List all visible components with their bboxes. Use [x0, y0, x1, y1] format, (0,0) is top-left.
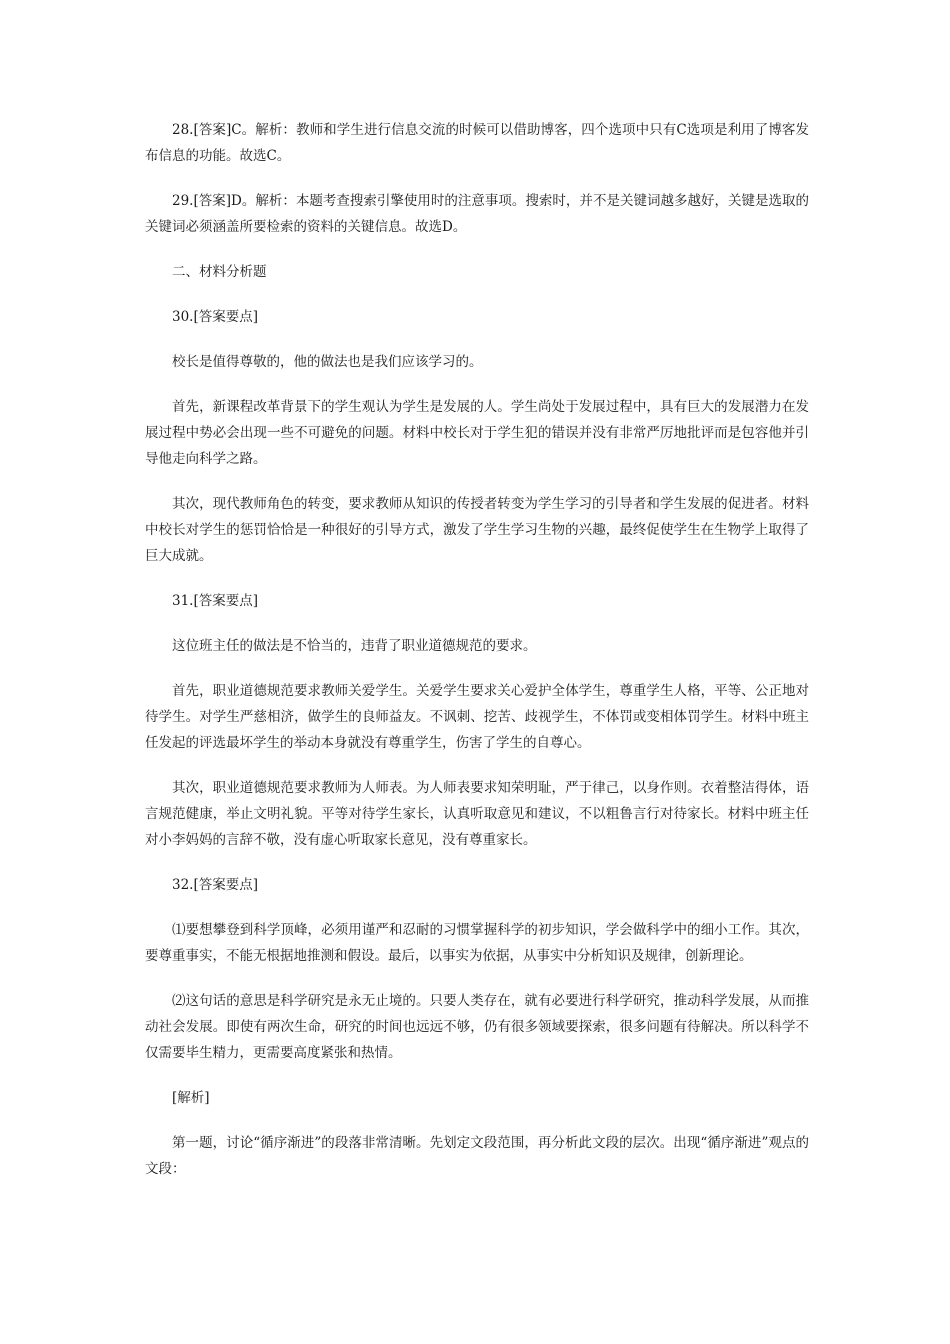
- answer-31-heading: 31.[答案要点]: [172, 593, 259, 609]
- answer-30-heading: 30.[答案要点]: [172, 309, 259, 325]
- document-page: [145, 117, 809, 1201]
- answer-30-point-1: 首先，新课程改革背景下的学生观认为学生是发展的人。学生尚处于发展过程中，具有巨大的发展潜力在发展过程中势必会出现一些不可避免的问题。材料中校长对于学生犯的错误并没有非常严厉地批评而是包容他并引导他走向科学之路。: [145, 399, 809, 467]
- analysis-paragraph: 第一题，讨论“循序渐进”的段落非常清晰。先划定文段范围，再分析此文段的层次。出现“循序渐进”观点的文段：: [145, 1135, 809, 1177]
- answer-31-point-2: 其次，职业道德规范要求教师为人师表。为人师表要求知荣明耻，严于律己，以身作则。衣着整洁得体，语言规范健康，举止文明礼貌。平等对待学生家长，认真听取意见和建议，不以粗鲁言行对待家长。材料中班主任对小李妈妈的言辞不敬，没有虚心听取家长意见，没有尊重家长。: [145, 780, 809, 848]
- answer-31-point-1: 首先，职业道德规范要求教师关爱学生。关爱学生要求关心爱护全体学生，尊重学生人格，平等、公正地对待学生。对学生严慈相济，做学生的良师益友。不讽刺、挖苦、歧视学生，不体罚或变相体罚学生。材料中班主任发起的评选最坏学生的举动本身就没有尊重学生，伤害了学生的自尊心。: [145, 683, 809, 751]
- answer-32-part-1: ⑴要想攀登到科学顶峰，必须用谨严和忍耐的习惯掌握科学的初步知识，学会做科学中的细小工作。其次，要尊重事实，不能无根据地推测和假设。最后，以事实为依据，从事实中分析知识及规律，创新理论。: [145, 922, 809, 964]
- answer-31-thesis: 这位班主任的做法是不恰当的，违背了职业道德规范的要求。: [172, 638, 537, 654]
- answer-29-paragraph: 29.[答案]D。解析：本题考查搜索引擎使用时的注意事项。搜索时，并不是关键词越多越好，关键是选取的关键词必须涵盖所要检索的资料的关键信息。故选D。: [145, 193, 809, 235]
- section-heading-material-analysis: 二、材料分析题: [172, 264, 267, 280]
- answer-30-point-2: 其次，现代教师角色的转变，要求教师从知识的传授者转变为学生学习的引导者和学生发展的促进者。材料中校长对学生的惩罚恰恰是一种很好的引导方式，激发了学生学习生物的兴趣，最终促使学生在生物学上取得了巨大成就。: [145, 496, 809, 564]
- answer-30-thesis: 校长是值得尊敬的，他的做法也是我们应该学习的。: [172, 354, 483, 370]
- answer-32-heading: 32.[答案要点]: [172, 877, 259, 893]
- answer-32-part-2: ⑵这句话的意思是科学研究是永无止境的。只要人类存在，就有必要进行科学研究，推动科学发展，从而推动社会发展。即使有两次生命，研究的时间也远远不够，仍有很多领域要探索，很多问题有待解决。所以科学不仅需要毕生精力，更需要高度紧张和热情。: [145, 993, 809, 1061]
- analysis-heading: [解析]: [172, 1090, 210, 1106]
- answer-28-paragraph: 28.[答案]C。解析：教师和学生进行信息交流的时候可以借助博客，四个选项中只有C选项是利用了博客发布信息的功能。故选C。: [145, 122, 809, 164]
